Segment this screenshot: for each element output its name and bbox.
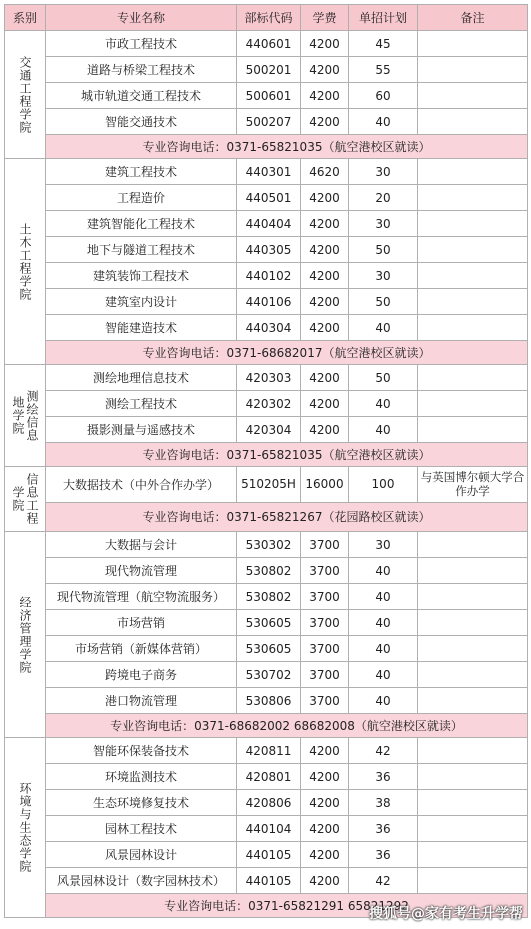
tuition-cell: 4200 (301, 365, 349, 391)
plan-cell: 45 (349, 31, 418, 57)
table-row (5, 764, 528, 790)
note-cell (418, 263, 528, 289)
consult-phone: 专业咨询电话：0371-65821267（花园路校区就读） (46, 502, 528, 531)
major-name-cell: 智能环保装备技术 (46, 738, 237, 764)
department-name: 环境与生态学院 (18, 782, 32, 873)
note-cell (418, 610, 528, 636)
consult-phone: 专业咨询电话：0371-68682002 68682008（航空港校区就读） (46, 714, 528, 738)
header-tuition: 学费 (301, 5, 349, 31)
note-cell (418, 31, 528, 57)
plan-cell: 100 (349, 467, 418, 503)
note-cell (418, 315, 528, 341)
note-cell (418, 185, 528, 211)
tuition-cell: 4200 (301, 315, 349, 341)
table-row (5, 31, 528, 57)
department-cell (5, 365, 46, 467)
major-code-cell: 440304 (237, 315, 301, 341)
major-name-cell: 生态环境修复技术 (46, 790, 237, 816)
tuition-cell: 4200 (301, 391, 349, 417)
table-row (5, 868, 528, 894)
major-code-cell: 420811 (237, 738, 301, 764)
table-row (5, 289, 528, 315)
major-code-cell: 440301 (237, 159, 301, 185)
note-cell (418, 237, 528, 263)
major-name-cell: 跨境电子商务 (46, 662, 237, 688)
plan-cell: 40 (349, 391, 418, 417)
tuition-cell: 3700 (301, 688, 349, 714)
header-department: 系别 (5, 5, 46, 31)
department-cell (5, 532, 46, 738)
tuition-cell: 4200 (301, 57, 349, 83)
major-name-cell: 风景园林设计（数字园林技术） (46, 868, 237, 894)
major-name-cell: 现代物流管理 (46, 558, 237, 584)
major-code-cell: 420302 (237, 391, 301, 417)
table-row (5, 315, 528, 341)
plan-cell: 38 (349, 790, 418, 816)
table-row (5, 467, 528, 503)
plan-cell: 30 (349, 263, 418, 289)
tuition-cell: 3700 (301, 636, 349, 662)
watermark: 搜狐号@家有考生升学帮 (369, 906, 523, 922)
table-row (5, 365, 528, 391)
major-name-cell: 摄影测量与遥感技术 (46, 417, 237, 443)
major-name-cell: 建筑室内设计 (46, 289, 237, 315)
major-name-cell: 建筑智能化工程技术 (46, 211, 237, 237)
major-code-cell: 530605 (237, 610, 301, 636)
plan-cell: 36 (349, 842, 418, 868)
plan-cell: 40 (349, 662, 418, 688)
note-cell (418, 391, 528, 417)
tuition-cell: 4200 (301, 31, 349, 57)
header-row (5, 5, 528, 31)
department-cell (5, 159, 46, 365)
table-row (5, 185, 528, 211)
table-row (5, 636, 528, 662)
consult-phone: 专业咨询电话：0371-65821035（航空港校区就读） (46, 135, 528, 159)
major-code-cell: 440105 (237, 842, 301, 868)
table-row (5, 610, 528, 636)
table-row (5, 842, 528, 868)
note-cell (418, 738, 528, 764)
plan-cell: 42 (349, 738, 418, 764)
major-name-cell: 城市轨道交通工程技术 (46, 83, 237, 109)
department-name: 信息工程学院 (11, 473, 39, 525)
tuition-cell: 4200 (301, 816, 349, 842)
plan-cell: 40 (349, 558, 418, 584)
major-code-cell: 420801 (237, 764, 301, 790)
tuition-cell: 4200 (301, 109, 349, 135)
plan-cell: 20 (349, 185, 418, 211)
table-row (5, 688, 528, 714)
major-code-cell: 420304 (237, 417, 301, 443)
major-name-cell: 市政工程技术 (46, 31, 237, 57)
table-row (5, 237, 528, 263)
note-cell (418, 816, 528, 842)
department-name: 测绘信息地学院 (11, 389, 39, 442)
table-row (5, 738, 528, 764)
table-row (5, 159, 528, 185)
note-cell (418, 688, 528, 714)
tuition-cell: 3700 (301, 662, 349, 688)
major-name-cell: 道路与桥梁工程技术 (46, 57, 237, 83)
tuition-cell: 4200 (301, 83, 349, 109)
major-name-cell: 测绘工程技术 (46, 391, 237, 417)
tuition-cell: 16000 (301, 467, 349, 503)
major-name-cell: 工程造价 (46, 185, 237, 211)
major-code-cell: 440501 (237, 185, 301, 211)
table-row (5, 584, 528, 610)
major-code-cell: 420806 (237, 790, 301, 816)
major-code-cell: 440404 (237, 211, 301, 237)
note-cell (418, 159, 528, 185)
major-code-cell: 440601 (237, 31, 301, 57)
department-name: 交通工程学院 (18, 55, 32, 134)
table-row (5, 417, 528, 443)
plan-cell: 40 (349, 109, 418, 135)
note-cell (418, 584, 528, 610)
tuition-cell: 4200 (301, 417, 349, 443)
tuition-cell: 4200 (301, 289, 349, 315)
tuition-cell: 3700 (301, 532, 349, 558)
table-row (5, 211, 528, 237)
major-name-cell: 智能交通技术 (46, 109, 237, 135)
table-row (5, 662, 528, 688)
plan-cell: 30 (349, 532, 418, 558)
note-cell (418, 868, 528, 894)
consult-row (5, 714, 528, 738)
tuition-cell: 4200 (301, 868, 349, 894)
note-cell (418, 532, 528, 558)
major-code-cell: 530605 (237, 636, 301, 662)
tuition-cell: 4200 (301, 185, 349, 211)
header-major-name: 专业名称 (46, 5, 237, 31)
consult-row (5, 341, 528, 365)
major-name-cell: 智能建造技术 (46, 315, 237, 341)
consult-row (5, 443, 528, 467)
major-code-cell: 500201 (237, 57, 301, 83)
plan-cell: 50 (349, 365, 418, 391)
note-cell (418, 558, 528, 584)
note-cell: 与英国博尔顿大学合作办学 (418, 467, 528, 503)
tuition-cell: 3700 (301, 610, 349, 636)
tuition-cell: 3700 (301, 584, 349, 610)
major-name-cell: 测绘地理信息技术 (46, 365, 237, 391)
note-cell (418, 289, 528, 315)
table-row (5, 391, 528, 417)
tuition-cell: 4200 (301, 263, 349, 289)
department-cell (5, 31, 46, 159)
note-cell (418, 662, 528, 688)
table-row (5, 558, 528, 584)
tuition-cell: 4200 (301, 211, 349, 237)
major-name-cell: 市场营销（新媒体营销） (46, 636, 237, 662)
consult-phone: 专业咨询电话：0371-65821291 65821292 (46, 894, 528, 918)
tuition-cell: 4200 (301, 237, 349, 263)
tuition-cell: 4200 (301, 842, 349, 868)
department-cell (5, 738, 46, 918)
note-cell (418, 365, 528, 391)
plan-cell: 40 (349, 315, 418, 341)
major-code-cell: 420303 (237, 365, 301, 391)
major-code-cell: 500207 (237, 109, 301, 135)
consult-phone: 专业咨询电话：0371-68682017（航空港校区就读） (46, 341, 528, 365)
major-code-cell: 500601 (237, 83, 301, 109)
plan-cell: 36 (349, 764, 418, 790)
major-code-cell: 440104 (237, 816, 301, 842)
major-name-cell: 建筑装饰工程技术 (46, 263, 237, 289)
major-code-cell: 440105 (237, 868, 301, 894)
major-code-cell: 530806 (237, 688, 301, 714)
note-cell (418, 636, 528, 662)
plan-cell: 36 (349, 816, 418, 842)
plan-cell: 55 (349, 57, 418, 83)
major-name-cell: 园林工程技术 (46, 816, 237, 842)
major-name-cell: 地下与隧道工程技术 (46, 237, 237, 263)
department-cell (5, 467, 46, 532)
department-name: 土木工程学院 (18, 222, 32, 301)
table-row (5, 816, 528, 842)
consult-row (5, 502, 528, 531)
tuition-cell: 4620 (301, 159, 349, 185)
note-cell (418, 417, 528, 443)
plan-cell: 40 (349, 584, 418, 610)
consult-row (5, 135, 528, 159)
note-cell (418, 790, 528, 816)
plan-cell: 40 (349, 688, 418, 714)
major-code-cell: 530702 (237, 662, 301, 688)
tuition-cell: 3700 (301, 558, 349, 584)
plan-cell: 30 (349, 159, 418, 185)
major-name-cell: 大数据技术（中外合作办学） (46, 467, 237, 503)
note-cell (418, 211, 528, 237)
major-name-cell: 港口物流管理 (46, 688, 237, 714)
tuition-cell: 4200 (301, 764, 349, 790)
major-code-cell: 440305 (237, 237, 301, 263)
table-row (5, 109, 528, 135)
note-cell (418, 57, 528, 83)
table-row (5, 83, 528, 109)
plan-cell: 50 (349, 237, 418, 263)
table-row (5, 790, 528, 816)
header-notes: 备注 (418, 5, 528, 31)
plan-cell: 42 (349, 868, 418, 894)
plan-cell: 40 (349, 417, 418, 443)
header-code: 部标代码 (237, 5, 301, 31)
admission-plan-table (4, 4, 528, 918)
plan-cell: 30 (349, 211, 418, 237)
table-row (5, 57, 528, 83)
tuition-cell: 4200 (301, 738, 349, 764)
table-row (5, 263, 528, 289)
note-cell (418, 83, 528, 109)
plan-cell: 40 (349, 636, 418, 662)
plan-cell: 40 (349, 610, 418, 636)
major-code-cell: 530802 (237, 558, 301, 584)
tuition-cell: 4200 (301, 790, 349, 816)
note-cell (418, 109, 528, 135)
major-name-cell: 风景园林设计 (46, 842, 237, 868)
note-cell (418, 764, 528, 790)
major-name-cell: 市场营销 (46, 610, 237, 636)
major-name-cell: 建筑工程技术 (46, 159, 237, 185)
header-plan: 单招计划 (349, 5, 418, 31)
major-code-cell: 510205H (237, 467, 301, 503)
plan-cell: 60 (349, 83, 418, 109)
major-name-cell: 环境监测技术 (46, 764, 237, 790)
note-cell (418, 842, 528, 868)
major-name-cell: 现代物流管理（航空物流服务） (46, 584, 237, 610)
major-code-cell: 530802 (237, 584, 301, 610)
department-name: 经济管理学院 (18, 595, 32, 674)
plan-cell: 50 (349, 289, 418, 315)
major-code-cell: 530302 (237, 532, 301, 558)
major-code-cell: 440102 (237, 263, 301, 289)
major-name-cell: 大数据与会计 (46, 532, 237, 558)
major-code-cell: 440106 (237, 289, 301, 315)
consult-phone: 专业咨询电话：0371-65821035（航空港校区就读） (46, 443, 528, 467)
table-row (5, 532, 528, 558)
